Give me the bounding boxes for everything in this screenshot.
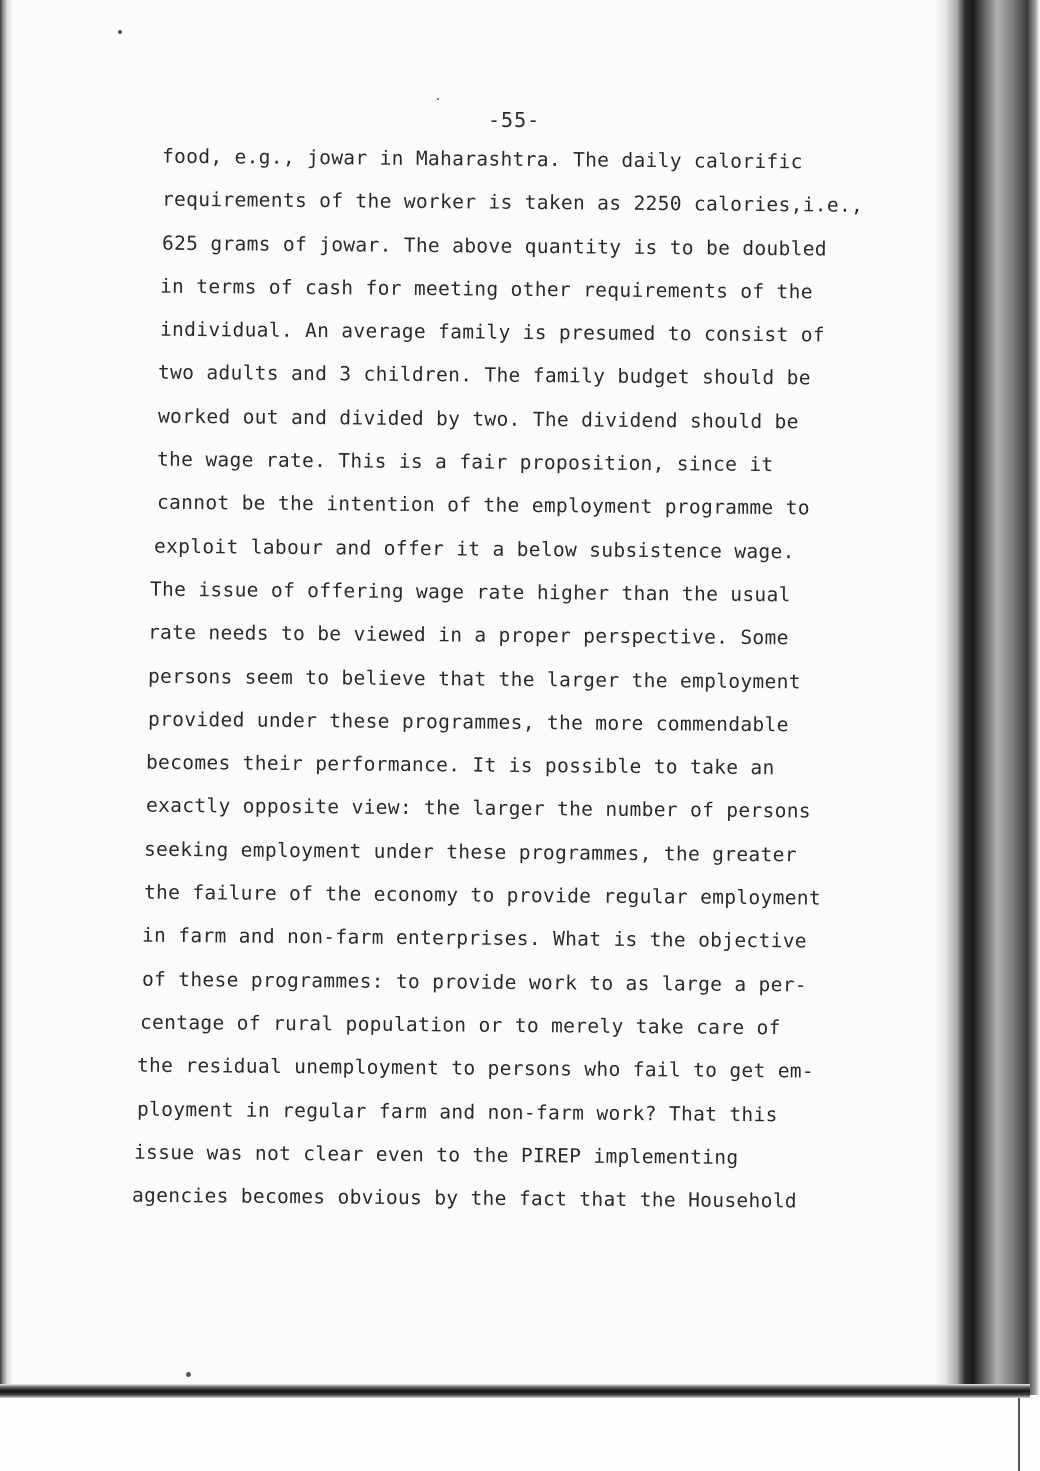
- body-text: [132, 138, 892, 1220]
- text-line: ployment in regular farm and non-farm work? That this: [136, 1097, 778, 1126]
- text-line: becomes their performance. It is possible to take an: [145, 750, 775, 780]
- speck: [118, 30, 122, 34]
- text-line: agencies becomes obvious by the fact that the Household: [131, 1183, 798, 1213]
- text-line: worked out and divided by two. The dividend should be: [157, 404, 799, 434]
- page-number: -55-: [488, 108, 541, 132]
- text-line: centage of rural population or to merely take care of: [139, 1010, 781, 1040]
- text-line: 625 grams of jowar. The above quantity is to be doubled: [161, 231, 828, 261]
- text-line: the residual unemployment to persons who fail to get em-: [136, 1053, 815, 1083]
- text-line: individual. An average family is presumed to consist of: [159, 317, 826, 347]
- text-line: in terms of cash for meeting other requirements of the: [159, 274, 813, 304]
- text-line: exploit labour and offer it a below subsistence wage.: [153, 534, 795, 563]
- text-line: issue was not clear even to the PIREP implementing: [133, 1140, 739, 1169]
- speck: [186, 1372, 191, 1377]
- speck: [437, 98, 439, 100]
- text-line: exactly opposite view: the larger the number of persons: [145, 794, 812, 823]
- text-line: in farm and non-farm enterprises. What is the objective: [141, 924, 808, 953]
- text-line: provided under these programmes, the more commendable: [147, 707, 789, 737]
- text-line: two adults and 3 children. The family budget should be: [157, 361, 811, 390]
- page-bottom-edge: [0, 1384, 1030, 1398]
- text-line: of these programmes: to provide work to as large a per-: [141, 967, 808, 997]
- binding-edge: [0, 0, 12, 1395]
- text-line: requirements of the worker is taken as 2250 calories,i.e.,: [161, 187, 864, 218]
- text-line: the failure of the economy to provide regular employment: [143, 880, 822, 910]
- text-line: food, e.g., jowar in Maharashtra. The daily calorific: [161, 144, 803, 174]
- text-line: the wage rate. This is a fair proposition, since it: [156, 447, 774, 477]
- text-line: cannot be the intention of the employment programme to: [156, 491, 810, 520]
- page-stack-shadow: [935, 0, 1040, 1395]
- text-line: seeking employment under these programmes, the greater: [143, 837, 797, 867]
- text-line: The issue of offering wage rate higher than the usual: [149, 577, 791, 607]
- text-line: persons seem to believe that the larger the employment: [147, 664, 801, 693]
- background-below-page: [0, 1398, 1040, 1471]
- text-line: rate needs to be viewed in a proper perspective. Some: [147, 620, 789, 650]
- margin-rule: [1018, 1398, 1020, 1471]
